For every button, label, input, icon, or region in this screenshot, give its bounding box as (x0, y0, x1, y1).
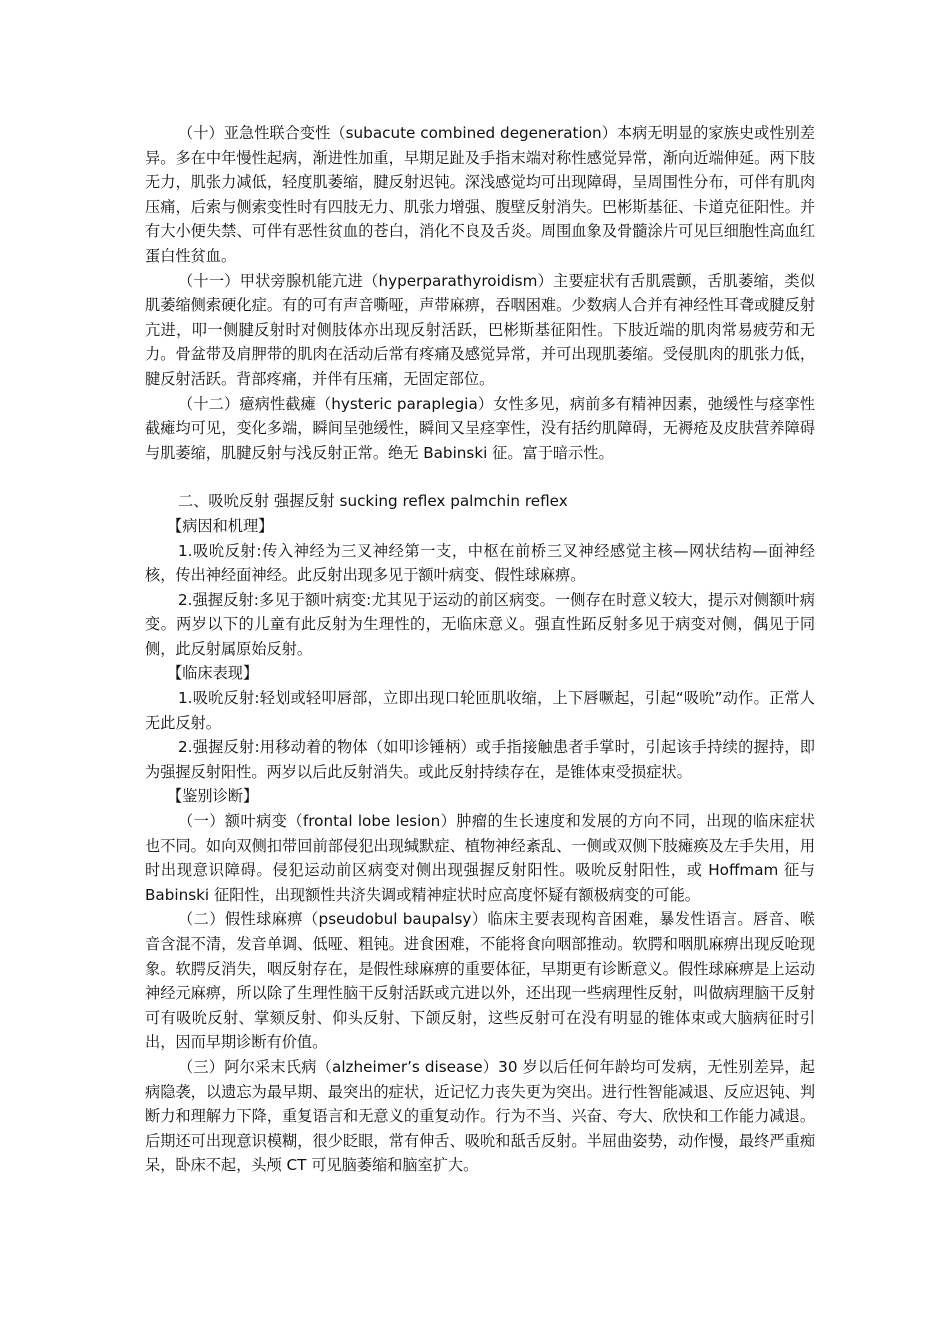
section-spacer (145, 465, 815, 489)
paragraph-subacute-combined-degeneration: （十）亚急性联合变性（subacute combined degeneration）本病无明显的家族史或性别差异。多在中年慢性起病，渐进性加重，早期足趾及手指末端对称性感觉异常，渐向近端伸延。两下肢无力，肌张力减低，轻度肌萎缩，腱反射迟钝。深浅感觉均可出现障碍，呈周围性分布，可伴有肌肉压痛，后索与侧索变性时有四肢无力、肌张力增强、腹壁反射消失。巴彬斯基征、卡道克征阳性。并有大小便失禁、可伴有恶性贫血的苍白，消化不良及舌炎。周围血象及骨髓涂片可见巨细胞性高血红蛋白性贫血。 (145, 124, 815, 265)
diff-pseudobulbar-palsy: （二）假性球麻痹（pseudobul baupalsy）临床主要表现构音困难，暴发性语言。唇音、喉音含混不清，发音单调、低哑、粗钝。进食困难，不能将食向咽部推动。软腭和咽肌麻痹出现反呛现象。软腭反消失，咽反射存在，是假性球麻痹的重要体征，早期更有诊断意义。假性球麻痹是上运动神经元麻痹，所以除了生理性脑干反射活跃或亢进以外，还出现一些病理性反射，叫做病理脑干反射可有吸吮反射、掌颏反射、仰头反射、下颌反射，这些反射可在没有明显的锥体束或大脑病征时引出，因而早期诊断有价值。 (145, 910, 815, 1052)
diff-alzheimers-disease: （三）阿尔采末氏病（alzheimer’s disease）30 岁以后任何年龄均可发病，无性别差异，起病隐袭，以遗忘为最早期、最突出的症状，近记忆力丧失更为突出。进行性智能减退、反应迟钝、判断力和理解力下降，重复语言和无意义的重复动作。行为不当、兴奋、夸大、欣快和工作能力减退。后期还可出现意识模糊，很少眨眼，常有伸舌、吸吮和舐舌反射。半屈曲姿势，动作慢，最终严重痴呆，卧床不起，头颅 CT 可见脑萎缩和脑室扩大。 (145, 1057, 815, 1175)
heading-etiology: 【病因和机理】 (167, 516, 274, 535)
clinical-sucking-reflex: 1.吸吮反射:轻划或轻叩唇部，立即出现口轮匝肌收缩，上下唇噘起，引起“吸吮”动作。正常人无此反射。 (145, 689, 815, 732)
paragraph-hyperparathyroidism: （十一）甲状旁腺机能亢进（hyperparathyroidism）主要症状有舌肌震颤，舌肌萎缩，类似肌萎缩侧索硬化症。有的可有声音嘶哑，声带麻痹，吞咽困难。少数病人合并有神经性耳聋或腱反射亢进，叩一侧腱反射时对侧肢体亦出现反射活跃，巴彬斯基征阳性。下肢近端的肌肉常易疲劳和无力。骨盆带及肩胛带的肌肉在活动后常有疼痛及感觉异常，并可出现肌萎缩。受侵肌肉的肌张力低，腱反射活跃。背部疼痛，并伴有压痛，无固定部位。 (145, 271, 815, 388)
paragraph-hysteric-paraplegia: （十二）癔病性截瘫（hysteric paraplegia）女性多见，病前多有精神因素，弛缓性与痉挛性截瘫均可见，变化多端，瞬间呈弛缓性，瞬间又呈痉挛性，没有括约肌障碍，无褥疮及皮肤营养障碍与肌萎缩，肌腱反射与浅反射正常。绝无 Babinski 征。富于暗示性。 (145, 394, 815, 462)
etiology-sucking-reflex: 1.吸吮反射:传入神经为三叉神经第一支，中枢在前桥三叉神经感觉主核—网状结构—面神经核，传出神经面神经。此反射出现多见于额叶病变、假性球麻痹。 (145, 541, 815, 585)
etiology-grasp-reflex: 2.强握反射:多见于额叶病变:尤其见于运动的前区病变。一侧存在时意义较大，提示对侧额叶病变。两岁以下的儿童有此反射为生理性的，无临床意义。强直性跖反射多见于病变对侧，偶见于同侧，此反射属原始反射。 (145, 590, 815, 658)
document-page (145, 121, 815, 1178)
section-title: 二、吸吮反射 强握反射 sucking reflex palmchin reflex (178, 492, 568, 511)
diff-frontal-lobe-lesion: （一）额叶病变（frontal lobe lesion）肿瘤的生长速度和发展的方向不同，出现的临床症状也不同。如向双侧扣带回前部侵犯出现缄默症、植物神经紊乱、一侧或双侧下肢瘫痪及左手失用，用时出现意识障碍。侵犯运动前区病变对侧出现强握反射阳性。吸吮反射阳性，或 Hoffmam 征与 Babinski 征阳性，出现额性共济失调或精神症状时应高度怀疑有额极病变的可能。 (145, 812, 815, 904)
heading-clinical: 【临床表现】 (167, 664, 259, 683)
clinical-grasp-reflex: 2.强握反射:用移动着的物体（如叩诊锤柄）或手指接触患者手掌时，引起该手持续的握持，即为强握反射阳性。两岁以后此反射消失。或此反射持续存在，是锥体束受损症状。 (145, 738, 815, 781)
heading-differential: 【鉴别诊断】 (167, 787, 259, 806)
